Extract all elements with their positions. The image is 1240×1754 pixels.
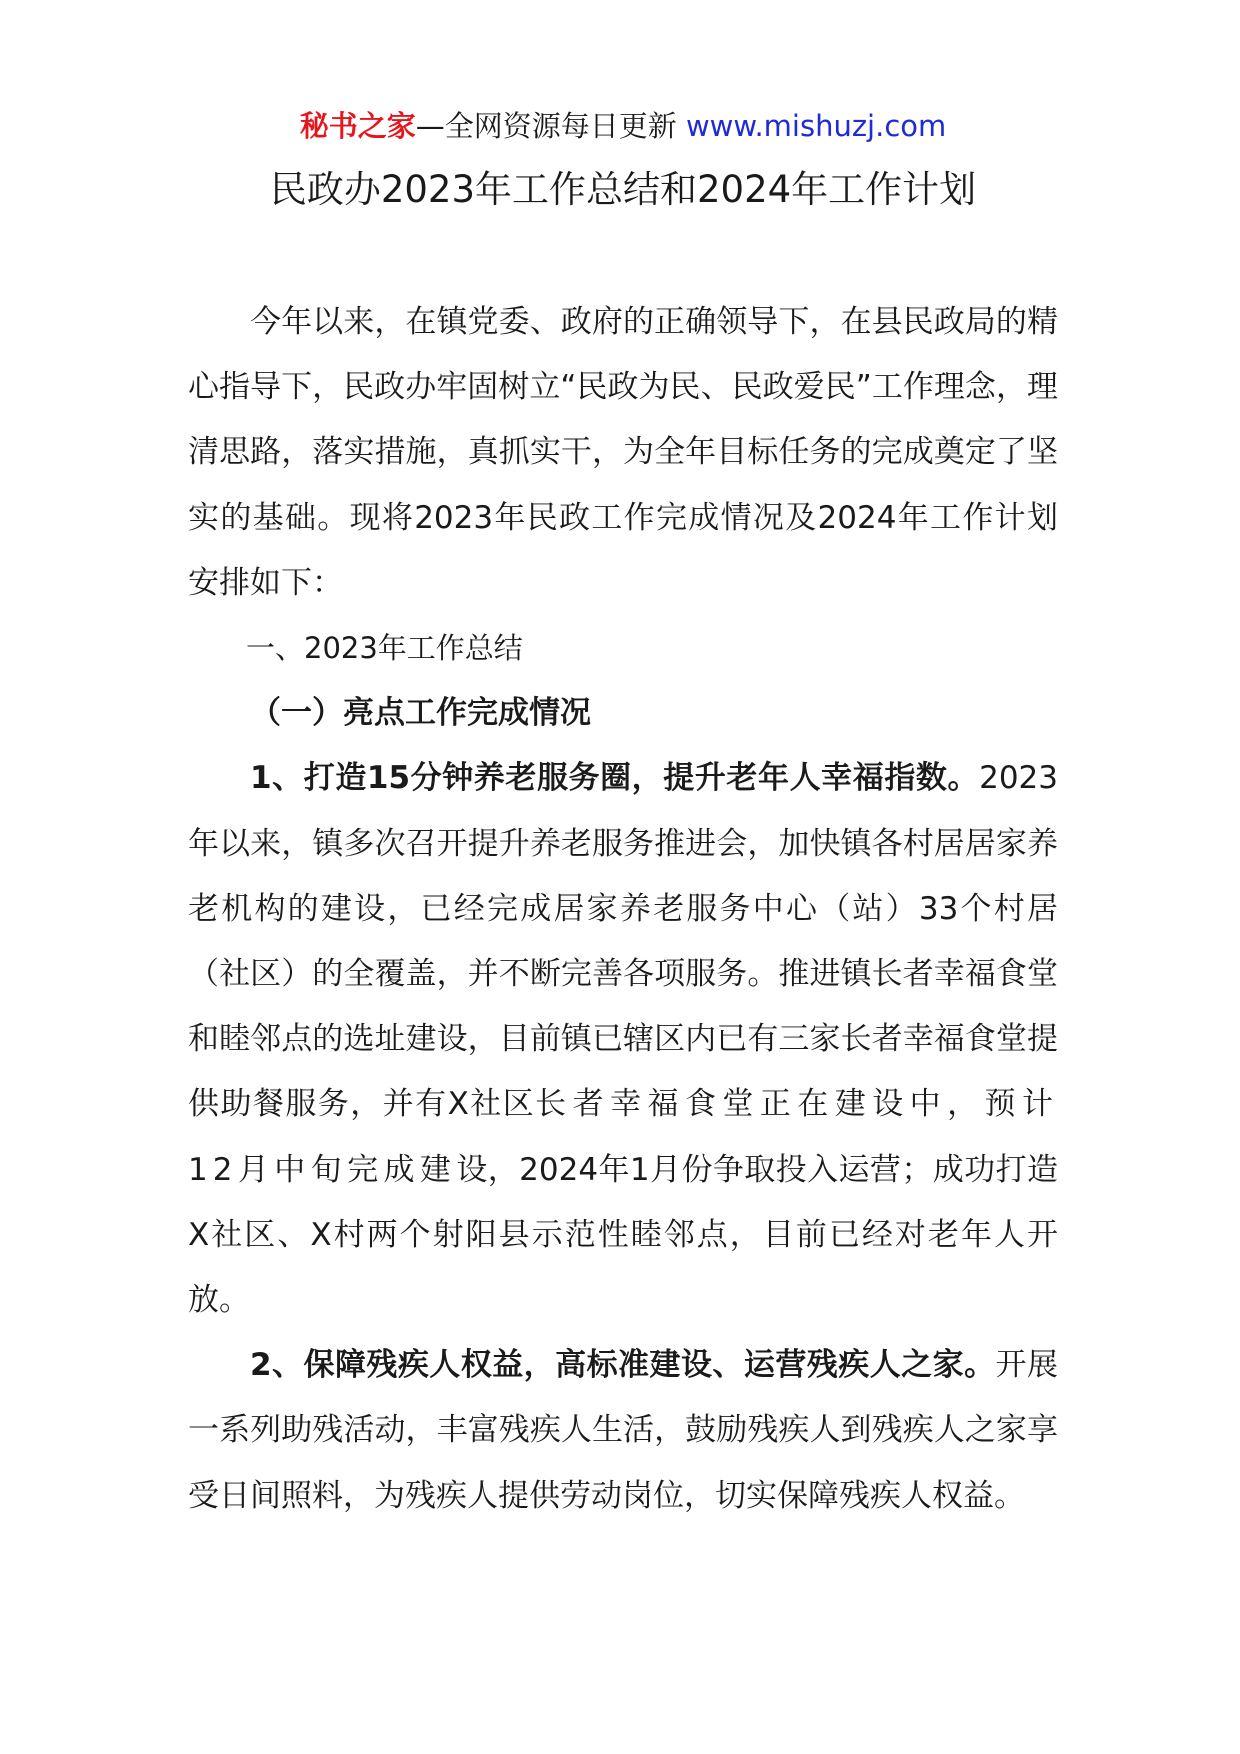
item-1-paragraph bbox=[188, 746, 1058, 1333]
section-heading-1: 一、2023年工作总结 bbox=[246, 631, 523, 666]
item-1-body-part1: 2023年以来，镇多次召开提升养老服务推进会，加快镇各村居居家养老机构的建设，已经完成居家养老服务中心（站）33个村居（社区）的全覆盖，并不断完善各项服务。推进镇长者幸福食堂和睦邻点的选址建设，目前镇已辖区内已有三家长者幸福食堂提供助餐服务，并有X社区 bbox=[188, 760, 1058, 1123]
item-1-lead: 1、打造15分钟养老服务圈，提升老年人幸福指数。 bbox=[250, 760, 980, 797]
item-1-body-part3: 设，2024年1月份争取投入运营；成功打造X社区、X村两个射阳县示范性睦邻点，目前已经对老年人开放。 bbox=[188, 1151, 1058, 1319]
document-title: 民政办2023年工作总结和2024年工作计划 bbox=[269, 168, 977, 211]
subsection-heading-1: （一）亮点工作完成情况 bbox=[250, 695, 591, 732]
site-header bbox=[188, 96, 1058, 156]
item-2-body: 开展一系列助残活动，丰富残疾人生活，鼓励残疾人到残疾人之家享受日间照料，为残疾人提供劳动岗位，切实保障残疾人权益。 bbox=[188, 1347, 1059, 1514]
brand-name: 秘书之家 bbox=[299, 109, 416, 143]
site-url-link[interactable]: www.mishuzj.com bbox=[685, 109, 947, 143]
intro-paragraph: 今年以来，在镇党委、政府的正确领导下，在县民政局的精心指导下，民政办牢固树立“民政为民、民政爱民”工作理念，理清思路，落实措施，真抓实干，为全年目标任务的完成奠定了坚实的基础。现将2023年民政工作完成情况及2024年工作计划安排如下： bbox=[188, 304, 1058, 601]
item-2-paragraph bbox=[188, 1333, 1058, 1529]
header-tagline: —全网资源每日更新 bbox=[415, 109, 677, 143]
document-page bbox=[188, 96, 1058, 1529]
document-body bbox=[188, 290, 1058, 1529]
item-1-body-part2: 长者幸福食堂正在建设中，预计12月中旬完成建 bbox=[188, 1086, 1058, 1188]
item-2-lead: 2、保障残疾人权益，高标准建设、运营残疾人之家。 bbox=[250, 1347, 996, 1384]
